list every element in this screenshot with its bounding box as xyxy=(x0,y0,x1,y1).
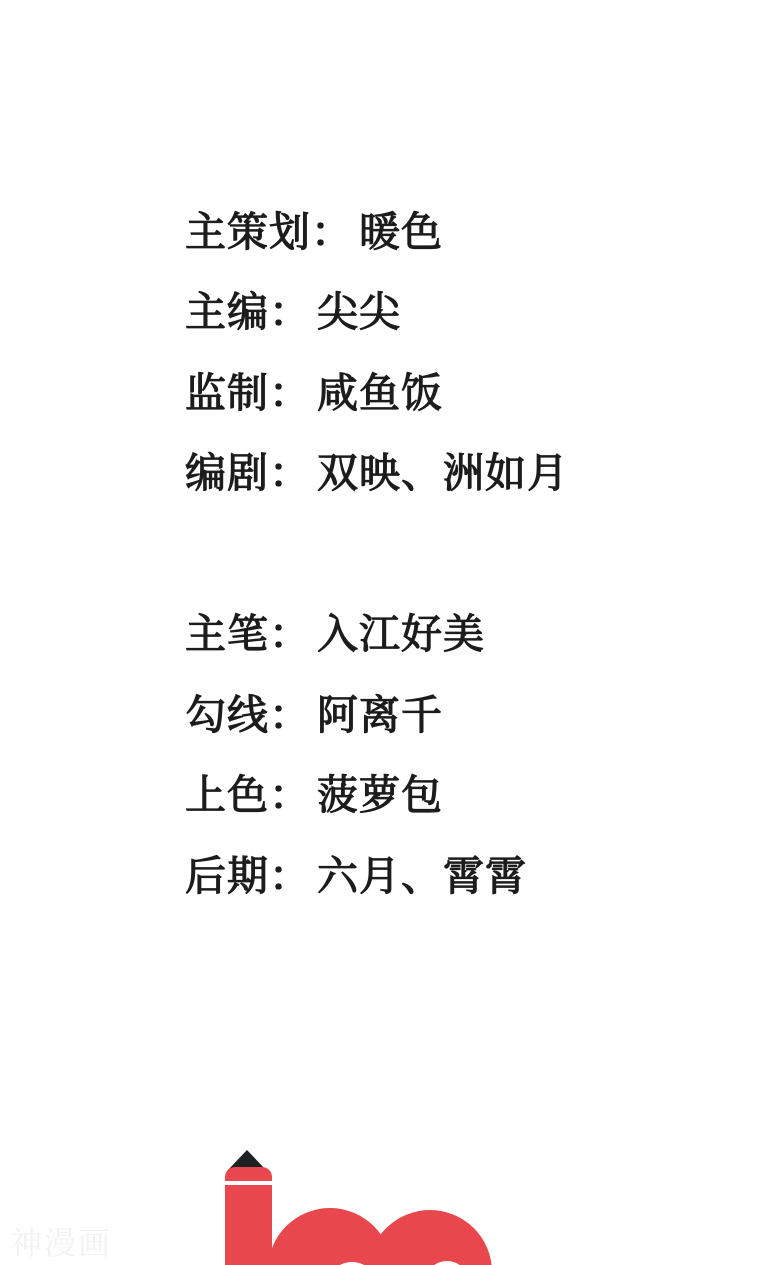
credit-colon: ： xyxy=(311,208,353,255)
credit-line xyxy=(185,832,569,913)
credit-line xyxy=(185,671,569,752)
credit-colon: ： xyxy=(269,289,311,336)
credit-names: 暖色 xyxy=(359,208,443,255)
credit-colon: ： xyxy=(269,691,311,738)
credit-role: 上色 xyxy=(185,772,269,819)
credit-names: 菠萝包 xyxy=(317,772,443,819)
credit-line xyxy=(185,349,569,430)
credit-role: 主笔 xyxy=(185,611,269,658)
credit-role: 后期 xyxy=(185,852,269,899)
credits-list xyxy=(185,188,569,913)
credit-line xyxy=(185,591,569,672)
credit-colon: ： xyxy=(269,369,311,416)
credit-line xyxy=(185,752,569,833)
credits-block-art xyxy=(185,591,569,913)
credit-names: 阿离千 xyxy=(317,691,443,738)
credit-colon: ： xyxy=(269,772,311,819)
credit-names: 双映、洲如月 xyxy=(317,450,569,497)
credit-names: 尖尖 xyxy=(317,289,401,336)
credit-role: 监制 xyxy=(185,369,269,416)
pencil-cap xyxy=(225,1167,272,1181)
credit-colon: ： xyxy=(269,450,311,497)
credit-role: 编剧 xyxy=(185,450,269,497)
credit-colon: ： xyxy=(269,852,311,899)
site-watermark: 神漫画 xyxy=(10,1225,113,1261)
credit-line xyxy=(185,430,569,511)
credit-line xyxy=(185,188,569,269)
credit-line xyxy=(185,269,569,350)
credit-names: 六月、霄霄 xyxy=(317,852,527,899)
credit-names: 入江好美 xyxy=(317,611,485,658)
credits-block-production xyxy=(185,188,569,510)
logo-bowl-right xyxy=(368,1210,492,1265)
credit-role: 主编 xyxy=(185,289,269,336)
pencil-shaft xyxy=(225,1185,272,1265)
credit-names: 咸鱼饭 xyxy=(317,369,443,416)
credit-role: 主策划 xyxy=(185,208,311,255)
credit-colon: ： xyxy=(269,611,311,658)
credit-role: 勾线 xyxy=(185,691,269,738)
